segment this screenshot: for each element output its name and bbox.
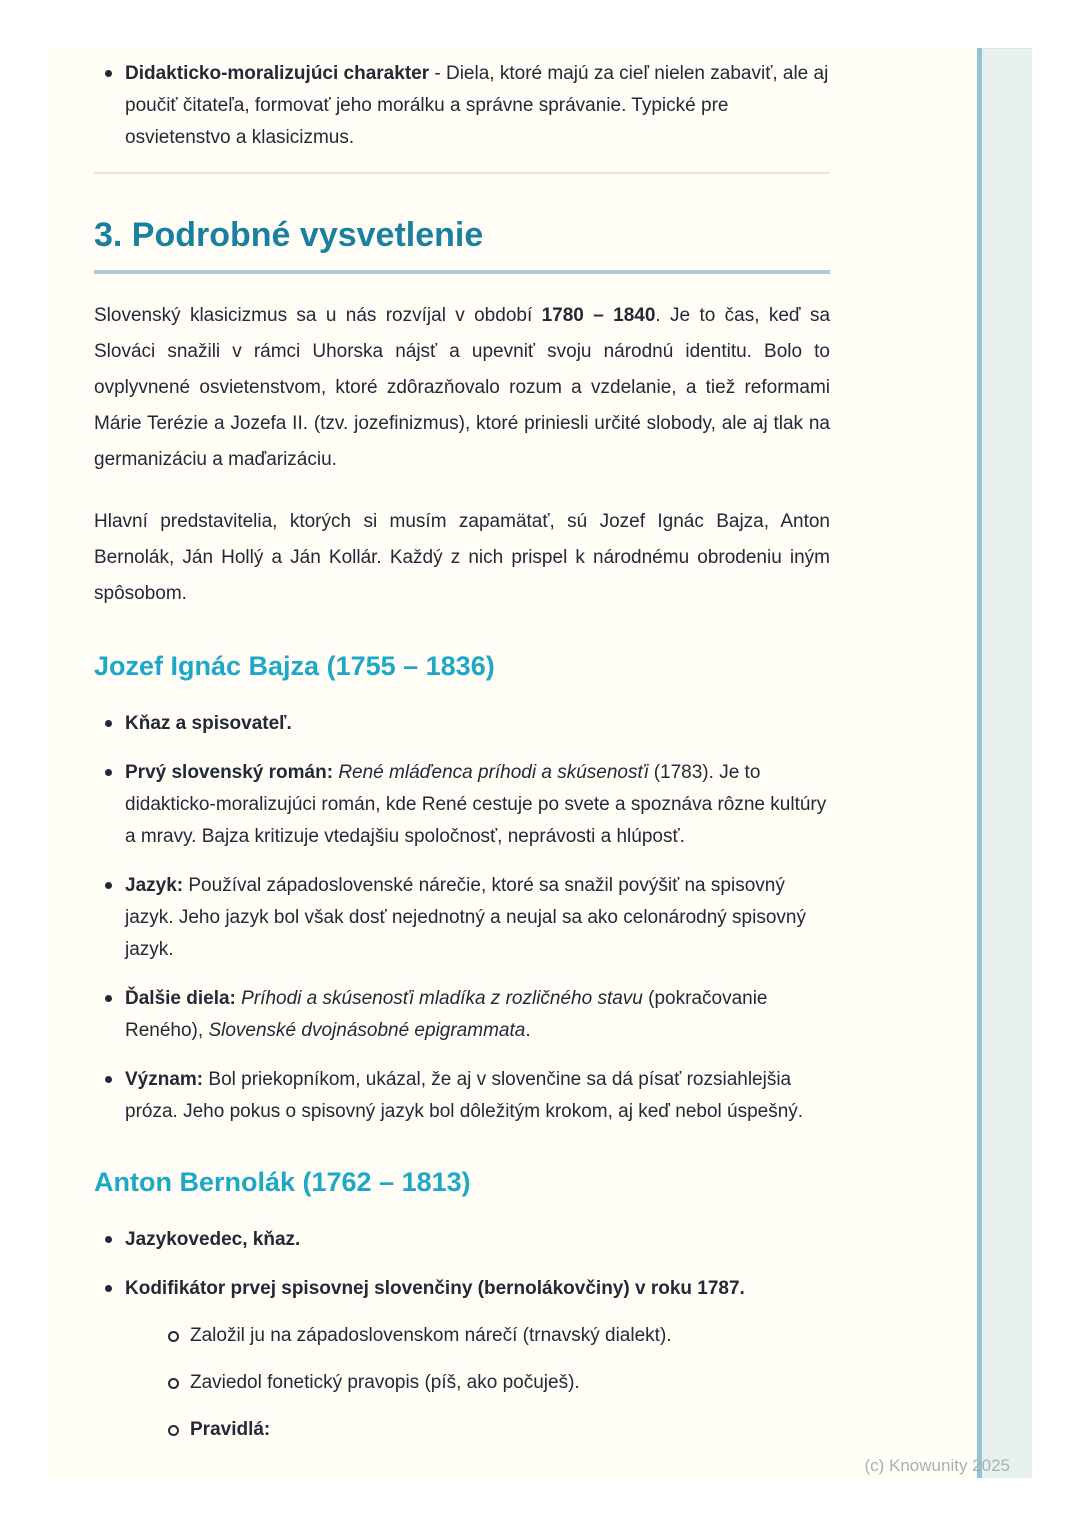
list-item xyxy=(94,983,830,1047)
list-item xyxy=(94,757,830,853)
text-segment: Jazyk: xyxy=(125,875,184,896)
text-segment: (1783). Je to didakticko-moralizujúci román, kde René cestuje po svete a spoznáva rôzne kultúry a mravy. Bajza kritizuje vtedajšiu spoločnosť, neprávosti a hlúposť. xyxy=(125,762,827,847)
text-segment: Založil ju na západoslovenskom nárečí (trnavský dialekt). xyxy=(190,1325,672,1346)
text-segment: . Je to čas, keď sa Slováci snažili v rámci Uhorska nájsť a upevniť svoju národnú identitu. Bolo to ovplyvnené osvietenstvom, ktoré zdôrazňovalo rozum a vzdelanie, a tiež reformami Márie Terézie a Jozefa II. (tzv. jozefinizmus), ktoré priniesli určité slobody, ale aj tlak na germanizáciu a maďarizáciu. xyxy=(94,305,831,470)
text-segment: Kňaz a spisovateľ. xyxy=(125,713,292,734)
list-item xyxy=(94,1273,830,1446)
page-side-accent-bar xyxy=(977,48,1032,1478)
list-item xyxy=(159,1367,830,1399)
bernolak-bullet-list xyxy=(94,1224,830,1446)
list-item xyxy=(94,870,830,966)
list-item xyxy=(94,1064,830,1128)
text-segment: Pravidlá: xyxy=(190,1419,271,1440)
bajza-bullet-list xyxy=(94,708,830,1128)
intro-paragraph xyxy=(94,298,830,478)
section-divider xyxy=(94,172,830,174)
section-heading: 3. Podrobné vysvetlenie xyxy=(94,216,484,254)
intro-bullet-list xyxy=(94,48,830,154)
text-segment: 1780 – 1840 xyxy=(541,305,656,326)
representatives-paragraph xyxy=(94,504,830,612)
text-segment: Kodifikátor prvej spisovnej slovenčiny (bernolákovčiny) v roku 1787. xyxy=(125,1278,745,1299)
text-segment: Význam: xyxy=(125,1069,204,1090)
list-item xyxy=(159,1414,830,1446)
section-heading-underline xyxy=(94,270,830,274)
text-segment: Zaviedol fonetický pravopis (píš, ako počuješ). xyxy=(190,1372,580,1393)
text-segment: Hlavní predstavitelia, ktorých si musím zapamätať, sú Jozef Ignác Bajza, Anton Bernolák, Ján Hollý a Ján Kollár. Každý z nich prispel k národnému obrodeniu iným spôsobom. xyxy=(94,511,830,604)
text-segment: René mláďenca príhodi a skúsenosťi xyxy=(338,762,649,783)
text-segment: Bol priekopníkom, ukázal, že aj v slovenčine sa dá písať rozsiahlejšia próza. Jeho pokus o spisovný jazyk bol dôležitým krokom, aj keď nebol úspešný. xyxy=(125,1069,804,1122)
sub-bullet-list xyxy=(159,1320,830,1446)
bernolak-heading: Anton Bernolák (1762 – 1813) xyxy=(94,1167,471,1197)
text-segment: Príhodi a skúsenosťi mladíka z rozličného stavu xyxy=(241,988,643,1009)
copyright-watermark: (c) Knowunity 2025 xyxy=(864,1456,1010,1475)
notes-card xyxy=(48,48,1032,1478)
text-segment: (pokračovanie Reného), xyxy=(125,988,768,1041)
text-segment: . xyxy=(525,1020,531,1041)
list-item xyxy=(94,58,830,154)
text-segment: Prvý slovenský román: xyxy=(125,762,334,783)
list-item xyxy=(94,708,830,740)
text-segment: Slovenský klasicizmus sa u nás rozvíjal v období xyxy=(94,305,542,326)
text-segment: - Diela, ktoré majú za cieľ nielen zabaviť, ale aj poučiť čitateľa, formovať jeho morálku a správne správanie. Typické pre osvietenstvo a klasicizmus. xyxy=(125,63,829,148)
list-item xyxy=(159,1320,830,1352)
text-segment: Jazykovedec, kňaz. xyxy=(125,1229,301,1250)
bajza-heading: Jozef Ignác Bajza (1755 – 1836) xyxy=(94,651,495,681)
text-segment: Používal západoslovenské nárečie, ktoré sa snažil povýšiť na spisovný jazyk. Jeho jazyk bol však dosť nejednotný a neujal sa ako celonárodný spisovný jazyk. xyxy=(125,875,806,960)
text-segment: Didakticko-moralizujúci charakter xyxy=(125,63,430,84)
list-item xyxy=(94,1224,830,1256)
text-segment: Slovenské dvojnásobné epigrammata xyxy=(208,1020,526,1041)
text-segment: Ďalšie diela: xyxy=(125,988,236,1009)
page-content xyxy=(94,48,830,1463)
